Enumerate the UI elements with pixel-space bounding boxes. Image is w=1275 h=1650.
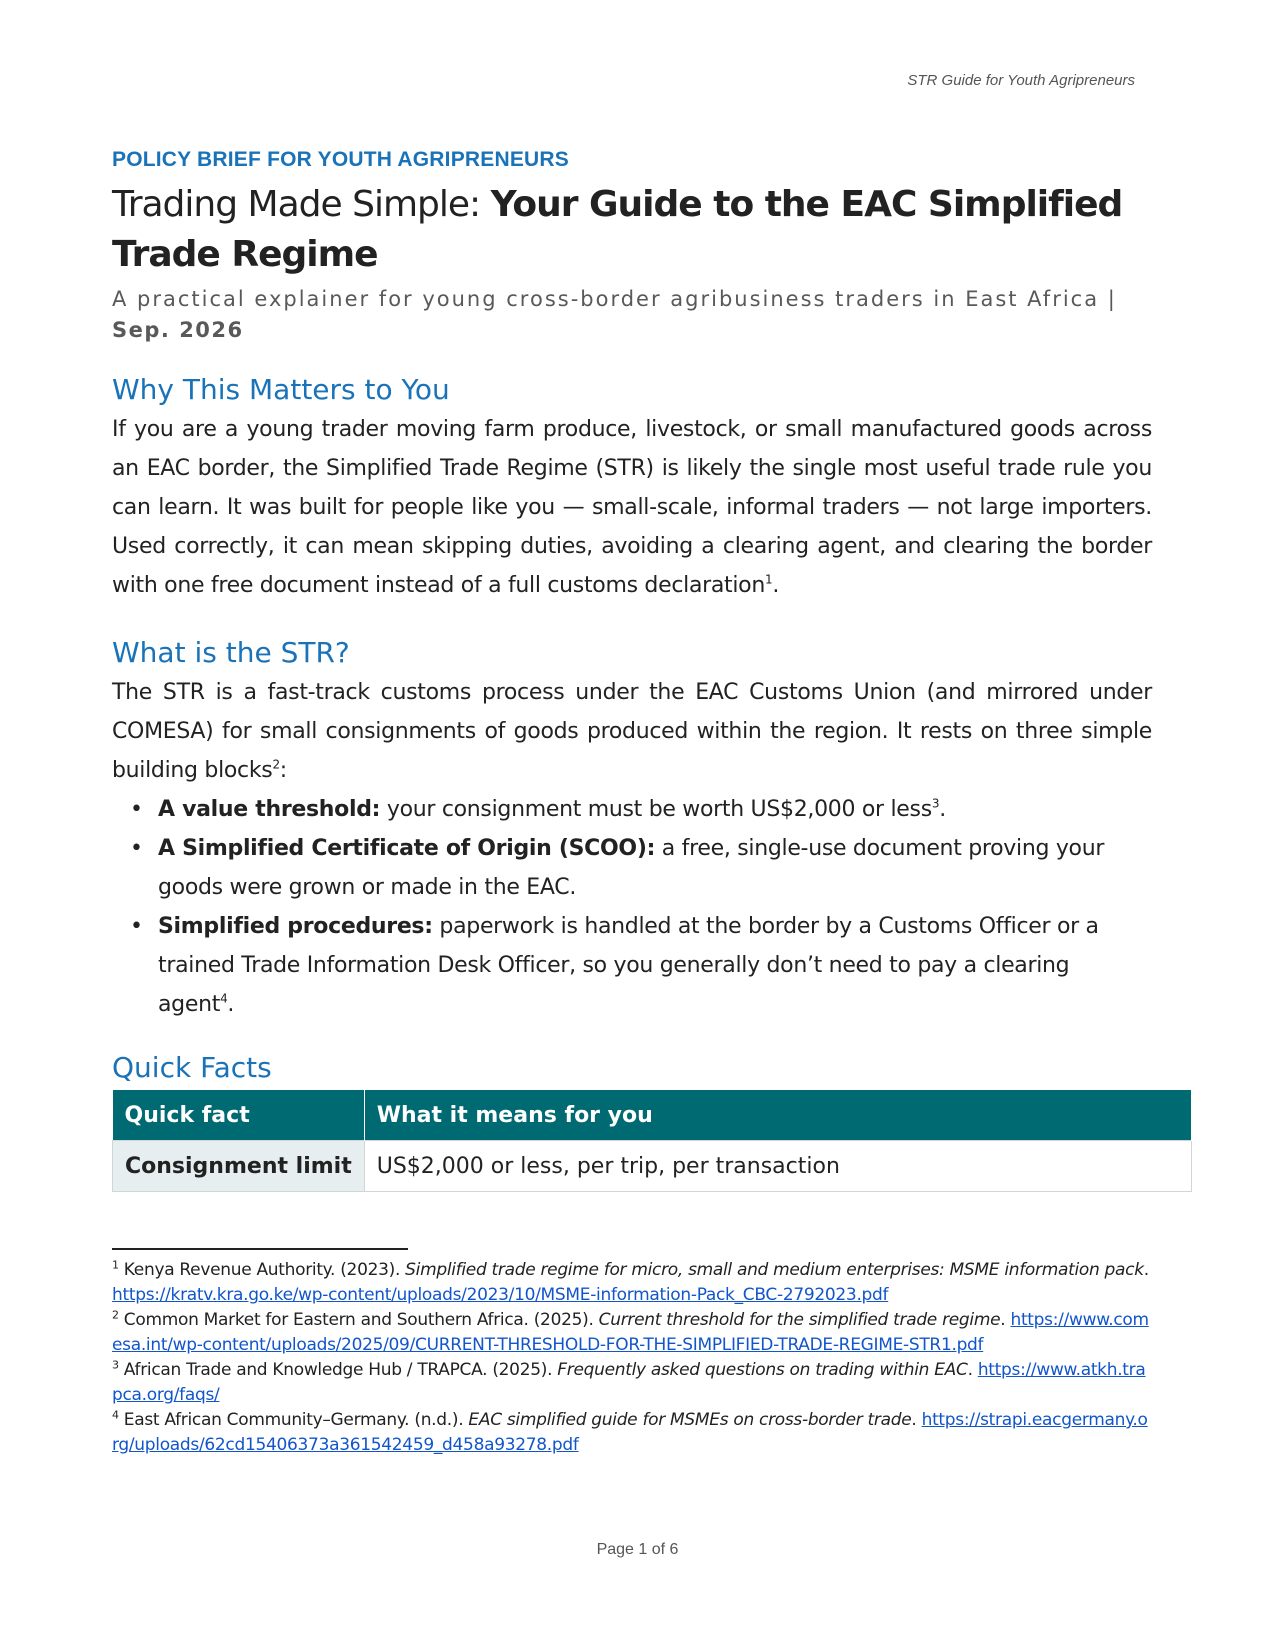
running-header: STR Guide for Youth Agripreneurs	[907, 72, 1135, 89]
footnote-number: 2	[112, 1308, 119, 1322]
bullet-end: .	[227, 992, 235, 1017]
footnote-sep: .	[967, 1360, 978, 1380]
footnote-author: Common Market for Eastern and Southern Africa. (2025).	[118, 1310, 599, 1330]
footnote-link[interactable]: https://www.atkh.trapca.org/faqs/	[112, 1360, 1146, 1405]
footnote-title: EAC simplified guide for MSMEs on cross-border trade	[468, 1410, 912, 1430]
title-bold: Your Guide to the EAC Simplified Trade Regime	[112, 184, 1123, 275]
footnote-link[interactable]: https://strapi.eacgermany.org/uploads/62cd15406373a361542459_d458a93278.pdf	[112, 1410, 1148, 1455]
bullet-term: A value threshold:	[158, 797, 381, 822]
footnote-number: 4	[112, 1408, 119, 1422]
table-row	[113, 1141, 1192, 1192]
kicker-label: POLICY BRIEF FOR YOUTH AGRIPRENEURS	[112, 148, 569, 171]
section-heading-what: What is the STR?	[112, 636, 350, 669]
footnote-sep: .	[1000, 1310, 1011, 1330]
footnote-3	[112, 1358, 1152, 1408]
building-blocks-list	[112, 790, 1152, 1024]
footnote-ref-4[interactable]: 4	[220, 991, 228, 1006]
footnote-number: 1	[112, 1258, 119, 1272]
bullet-text: paperwork is handled at the border by a Customs Officer or a trained Trade Information Desk Officer, so you generally don’t need to pay a clearing agent	[158, 914, 1099, 1017]
why-text: If you are a young trader moving farm produce, livestock, or small manufactured goods across an EAC border, the Simplified Trade Regime (STR) is likely the single most useful trade rule you can learn. It was built for people like you — small-scale, informal traders — not large importers. Used correctly, it can mean skipping duties, avoiding a clearing agent, and clearing the border with one free document instead of a full customs declaration	[112, 417, 1152, 598]
bullet-end: .	[939, 797, 946, 822]
footnote-ref-1[interactable]: 1	[765, 572, 773, 587]
bullet-term: Simplified procedures:	[158, 914, 433, 939]
what-end: :	[279, 758, 287, 783]
section-body-what	[112, 673, 1152, 790]
column-header-meaning: What it means for you	[364, 1090, 1191, 1141]
section-heading-facts: Quick Facts	[112, 1051, 272, 1084]
section-heading-why: Why This Matters to You	[112, 373, 450, 406]
bullet-text: your consignment must be worth US$2,000 or less	[380, 797, 932, 822]
table-header-row	[113, 1090, 1192, 1141]
footnote-2	[112, 1308, 1152, 1358]
section-body-why	[112, 410, 1152, 605]
footnote-title: Simplified trade regime for micro, small and medium enterprises: MSME information pack	[405, 1260, 1144, 1280]
table-cell-fact: Consignment limit	[113, 1141, 365, 1192]
footnote-number: 3	[112, 1358, 119, 1372]
footnote-author: Kenya Revenue Authority. (2023).	[118, 1260, 406, 1280]
why-end: .	[772, 573, 780, 598]
footnotes	[112, 1258, 1152, 1458]
footnote-ref-3[interactable]: 3	[931, 796, 940, 811]
document-body	[112, 148, 1152, 1192]
subtitle	[112, 284, 1152, 346]
bullet-text: a free, single-use document proving your goods were grown or made in the EAC.	[158, 836, 1105, 900]
footnote-sep: .	[1143, 1260, 1149, 1280]
list-item	[158, 829, 1152, 907]
what-text: The STR is a fast-track customs process under the EAC Customs Union (and mirrored under COMESA) for small consignments of goods produced within the region. It rests on three simple building blocks	[112, 680, 1152, 783]
bullet-term: A Simplified Certificate of Origin (SCOO):	[158, 836, 656, 861]
footnote-link[interactable]: https://kratv.kra.go.ke/wp-content/uploads/2023/10/MSME-information-Pack_CBC-2792023.pdf	[112, 1285, 889, 1305]
footnote-author: East African Community–Germany. (n.d.).	[118, 1410, 469, 1430]
column-header-fact: Quick fact	[113, 1090, 365, 1141]
table-cell-meaning: US$2,000 or less, per trip, per transaction	[364, 1141, 1191, 1192]
quick-facts-table	[112, 1090, 1192, 1192]
footnote-ref-2[interactable]: 2	[272, 757, 280, 772]
title-light: Trading Made Simple:	[112, 184, 491, 225]
subtitle-date: Sep. 2026	[112, 318, 244, 342]
page-number: Page 1 of 6	[596, 1541, 679, 1558]
footnote-link[interactable]: https://www.comesa.int/wp-content/uploads/2025/09/CURRENT-THRESHOLD-FOR-THE-SIMPLIFIED-TRADE-REGIME-STR1.pdf	[112, 1310, 1149, 1355]
page-title	[112, 180, 1152, 280]
list-item	[158, 907, 1152, 1024]
footnote-sep: .	[911, 1410, 922, 1430]
footnote-1	[112, 1258, 1152, 1308]
footnote-title: Frequently asked questions on trading within EAC	[557, 1360, 968, 1380]
footnote-title: Current threshold for the simplified trade regime	[598, 1310, 1001, 1330]
list-item	[158, 790, 1152, 829]
footnote-author: African Trade and Knowledge Hub / TRAPCA. (2025).	[118, 1360, 558, 1380]
footnote-divider	[112, 1248, 408, 1250]
subtitle-text: A practical explainer for young cross-border agribusiness traders in East Africa |	[112, 287, 1117, 311]
footnote-4	[112, 1408, 1152, 1458]
